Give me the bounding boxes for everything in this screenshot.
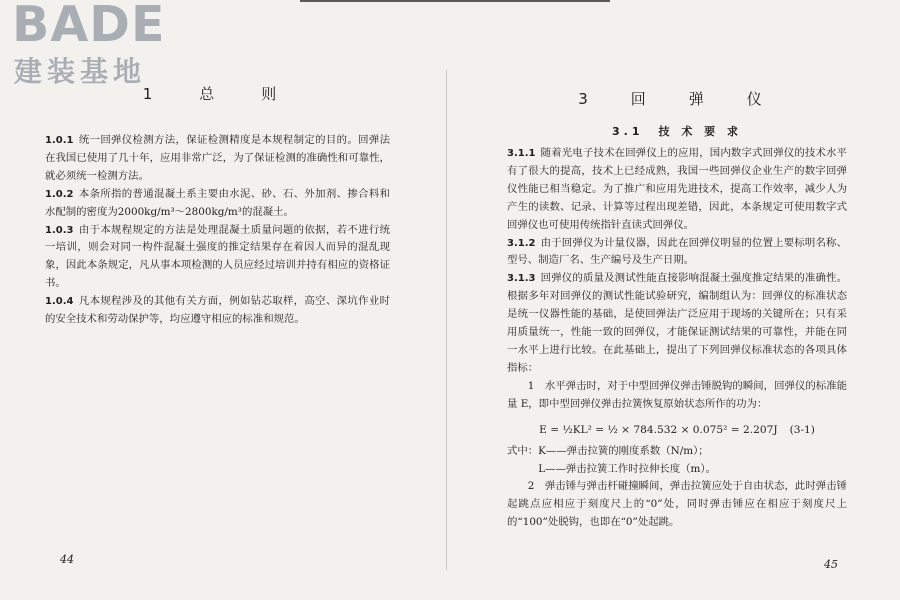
- clause-number: 1.0.3: [45, 224, 74, 236]
- item-1: 1 水平弹击时，对于中型回弹仪弹击锤脱钩的瞬间，回弹仪的标准能量 E，即中型回弹仪弹击拉簧恢复原始状态所作的功为：: [507, 379, 847, 410]
- clause-1-0-1: [45, 132, 390, 186]
- clause-3-1-2: [507, 235, 847, 271]
- chapter-title-rebound-hammer: 3 回 弹 仪: [578, 90, 776, 108]
- page-number-left: 44: [60, 553, 74, 566]
- right-page: [507, 85, 847, 532]
- top-edge-line: [300, 0, 610, 2]
- note-l: L——弹击拉簧工作时拉伸长度（m）。: [538, 462, 716, 475]
- clause-number: 3.1.2: [507, 237, 536, 249]
- page-gutter: [446, 70, 447, 570]
- clause-text: 由于本规程规定的方法是处理混凝土质量问题的依据，若不进行统一培训，则会对同一构件混凝土强度的推定结果存在着因人而异的混乱现象，因此本条规定，凡从事本项检测的人员应经过培训并持有相应的资格证书。: [45, 223, 390, 290]
- clause-number: 3.1.3: [507, 273, 536, 285]
- clause-3-1-3: [507, 270, 847, 377]
- clause-3-1-1: [507, 145, 847, 235]
- item-2: 2 弹击锤与弹击杆碰撞瞬间，弹击拉簧应处于自由状态，此时弹击锤起跳点应相应于刻度尺上的“0”处，同时弹击锤应在相应于刻度尺上的“100”处脱钩，也即在“0”处起跳。: [507, 480, 847, 529]
- clause-number: 3.1.1: [507, 148, 536, 159]
- formula-3-1: [507, 419, 847, 441]
- clause-1-0-3: [45, 222, 390, 294]
- clause-text: 凡本规程涉及的其他有关方面，例如钻芯取样，高空、深坑作业时的安全技术和劳动保护等，均应遵守相应的标准和规范。: [45, 295, 390, 326]
- clause-text: 由于回弹仪为计量仪器，因此在回弹仪明显的位置上要标明名称、型号、制造厂名、生产编号及生产日期。: [507, 236, 847, 267]
- clause-text: 回弹仪的质量及测试性能直接影响混凝土强度推定结果的准确性。根据多年对回弹仪的测试性能试验研究，编制组认为：回弹仪的标准状态是统一仪器性能的基础，是使回弹法广泛应用于现场的关键所在；只有采用质量统一，性能一致的回弹仪，才能保证测试结果的可靠性，并能在同一水平上进行比较。在此基础上，提出了下列回弹仪标准状态的各项具体指标：: [507, 272, 847, 374]
- left-page: [45, 80, 390, 329]
- chapter-title-general: 1 总 则: [142, 85, 293, 103]
- clause-number: 1.0.4: [45, 296, 74, 308]
- clause-text: 随着光电子技术在回弹仪上的应用，国内数字式回弹仪的技术水平有了很大的提高，技术上已经成熟，我国一些回弹仪企业生产的数字回弹仪性能已相当稳定。为了推广和应用先进技术，提高工作效率，减少人为产生的读数、记录、计算等过程出现差错，因此，本条规定可使用数字式回弹仪也可使用传统指针直读式回弹仪。: [507, 147, 847, 231]
- formula-number: (3-1): [789, 423, 815, 436]
- formula-expression: E = ½KL² = ½ × 784.532 × 0.075² = 2.207J: [539, 423, 778, 436]
- clause-number: 1.0.1: [45, 135, 74, 146]
- logo-subtitle: 建装基地: [14, 55, 147, 88]
- page-number-right: 45: [824, 558, 838, 571]
- section-title-technical-requirements: 3.1 技 术 要 求: [612, 125, 742, 138]
- clause-text: 统一回弹仪检测方法，保证检测精度是本规程制定的目的。回弹法在我国已使用了几十年，应用非常广泛，为了保证检测的准确性和可靠性，就必须统一检测方法。: [45, 134, 390, 182]
- logo: [6, 0, 176, 88]
- clause-text: 本条所指的普通混凝土系主要由水泥、砂、石、外加剂、掺合料和水配制的密度为2000kg/m³～2800kg/m³的混凝土。: [45, 187, 390, 218]
- clause-1-0-4: [45, 293, 390, 329]
- logo-wordmark: BADE: [12, 0, 166, 53]
- clause-1-0-2: [45, 186, 390, 222]
- note-k: 式中：K——弹击拉簧的刚度系数（N/m）；: [507, 444, 709, 457]
- clause-number: 1.0.2: [45, 188, 74, 200]
